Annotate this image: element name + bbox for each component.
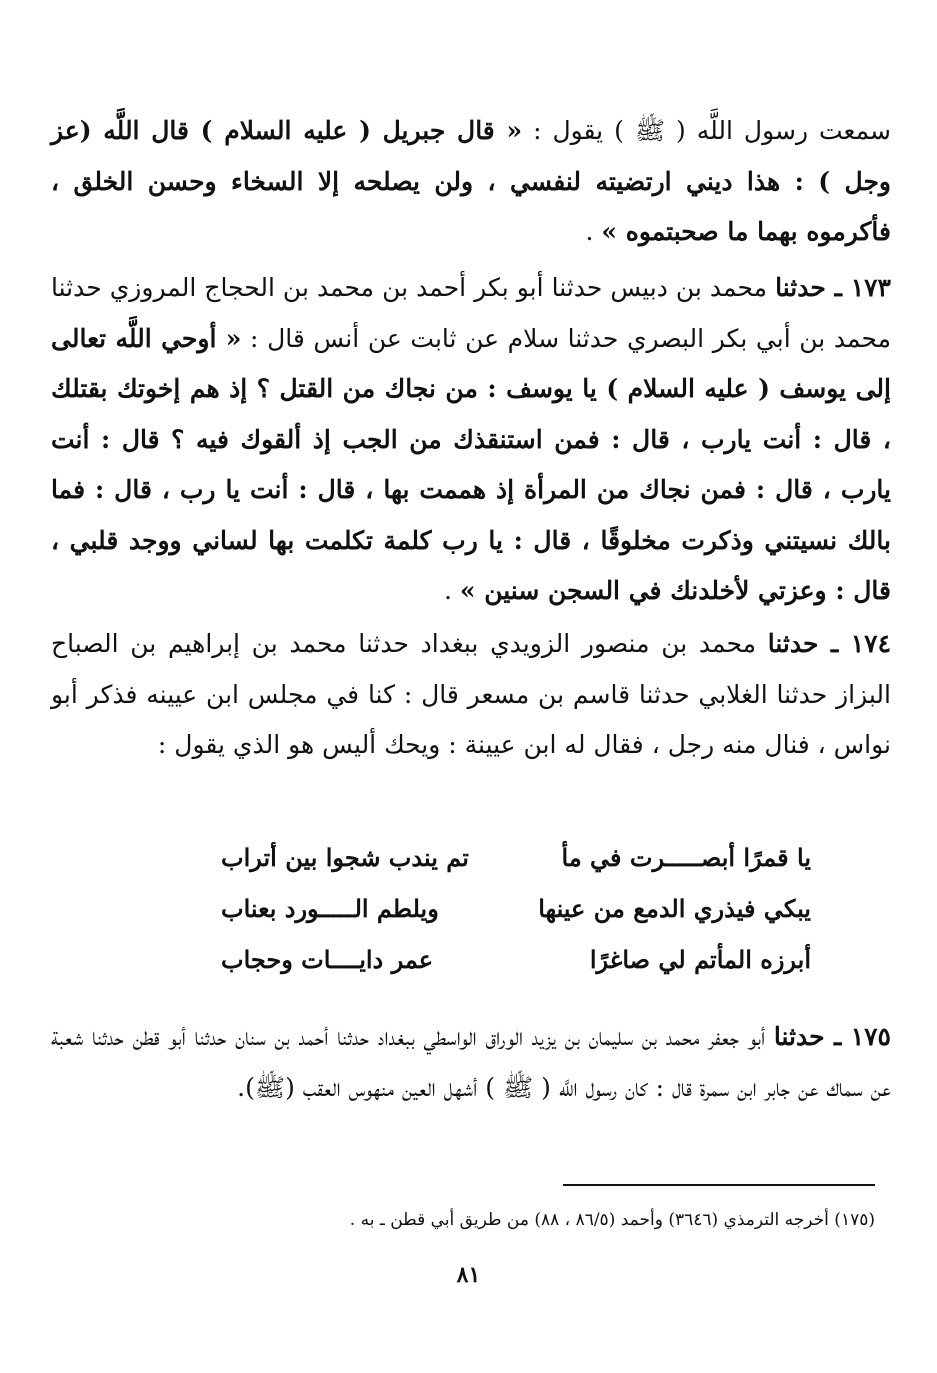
hadith-lead-word: حدثنا [767, 629, 819, 658]
quoted-hadith-text: « قال جبريل ( عليه السلام ) قال اللَّه (عز وجل ) : هذا ديني ارتضيته لنفسي ، ولن يصلحه إلا السخاء وحسن الخلق ، فأكرموه بهما ما صحبتموه » [51, 116, 891, 246]
verse-second-hemistich: تم يندب شجوا بين أتراب [221, 843, 469, 872]
verse-second-hemistich: ويلطم الـــــورد بعناب [221, 894, 439, 923]
verse-first-hemistich: يا قمرًا أبصـــــرت في مأ [561, 843, 811, 872]
paragraph-tail: . [585, 217, 602, 246]
hadith-text: محمد بن منصور الزويدي ببغداد حدثنا محمد بن إبراهيم بن الصباح البزاز حدثنا الغلابي حدثنا قاسم بن مسعر قال : كنا في مجلس ابن عيينه فذكر أبو نواس ، فنال منه رجل ، فقال له ابن عيينة : ويحك أليس هو الذي يقول : [51, 629, 891, 759]
hadith-174 [51, 619, 891, 771]
poem [221, 832, 811, 985]
poem-verse [221, 883, 811, 934]
paragraph-text: سمعت رسول اللَّه ( ﷺ ) يقول : [522, 116, 891, 145]
hadith-173 [51, 263, 891, 617]
hadith-lead-word: حدثنا [775, 273, 826, 302]
hadith-number: ١٧٣ ـ [825, 273, 891, 302]
paragraph-172-continuation [51, 106, 891, 258]
verse-first-hemistich: يبكي فيذري الدمع من عينها [538, 894, 811, 923]
hadith-isnad: محمد بن دبيس حدثنا أبو بكر أحمد بن محمد بن الحجاج المروزي حدثنا محمد بن أبي بكر البصري حدثنا سلام عن ثابت عن أنس قال : [51, 273, 891, 353]
poem-verse [221, 832, 811, 883]
footnote-divider [563, 1184, 875, 1186]
footnote: (١٧٥) أخرجه الترمذي (٣٦٤٦) وأحمد (٨٦/٥ ، ٨٨) من طريق أبي قطن ـ به . [349, 1210, 875, 1230]
hadith-lead-word: حدثنا [773, 1022, 825, 1051]
hadith-number: ١٧٤ ـ [818, 629, 892, 658]
hadith-matn: « أوحي اللَّه تعالى إلى يوسف ( عليه السلام ) يا يوسف : من نجاك من القتل ؟ إذ هم إخوتك بقتلك ، قال : أنت يارب ، قال : فمن استنقذك من الجب إذ ألقوك فيه ؟ قال : أنت يارب ، قال : فمن نجاك من المرأة إذ هممت بها ، قال : أنت يا رب ، قال : فما بالك نسيتني وذكرت مخلوقًا ، قال : يا رب كلمة تكلمت بها لساني ووجد قلبي ، قال : وعزتي لأخلدنك في السجن سنين » [51, 323, 891, 605]
page-number: ٨١ [456, 1262, 481, 1288]
verse-first-hemistich: أبرزه المأتم لي صاغرًا [589, 945, 811, 974]
poem-verse [221, 934, 811, 985]
hadith-text: أبو جعفر محمد بن سليمان بن يزيد الوراق الواسطي ببغداد حدثنا أحمد بن سنان حدثنا أبو قطن حدثنا شعبة عن سماك عن جابر ابن سمرة قال : كان رسول اللَّه ( ﷺ ) أشهل العين منهوس العقب (ﷺ). [51, 1022, 891, 1102]
hadith-number: ١٧٥ ـ [824, 1022, 891, 1051]
hadith-175 [51, 1012, 891, 1113]
hadith-tail: . [443, 576, 460, 605]
verse-second-hemistich: عمر دايــــات وحجاب [221, 945, 434, 974]
